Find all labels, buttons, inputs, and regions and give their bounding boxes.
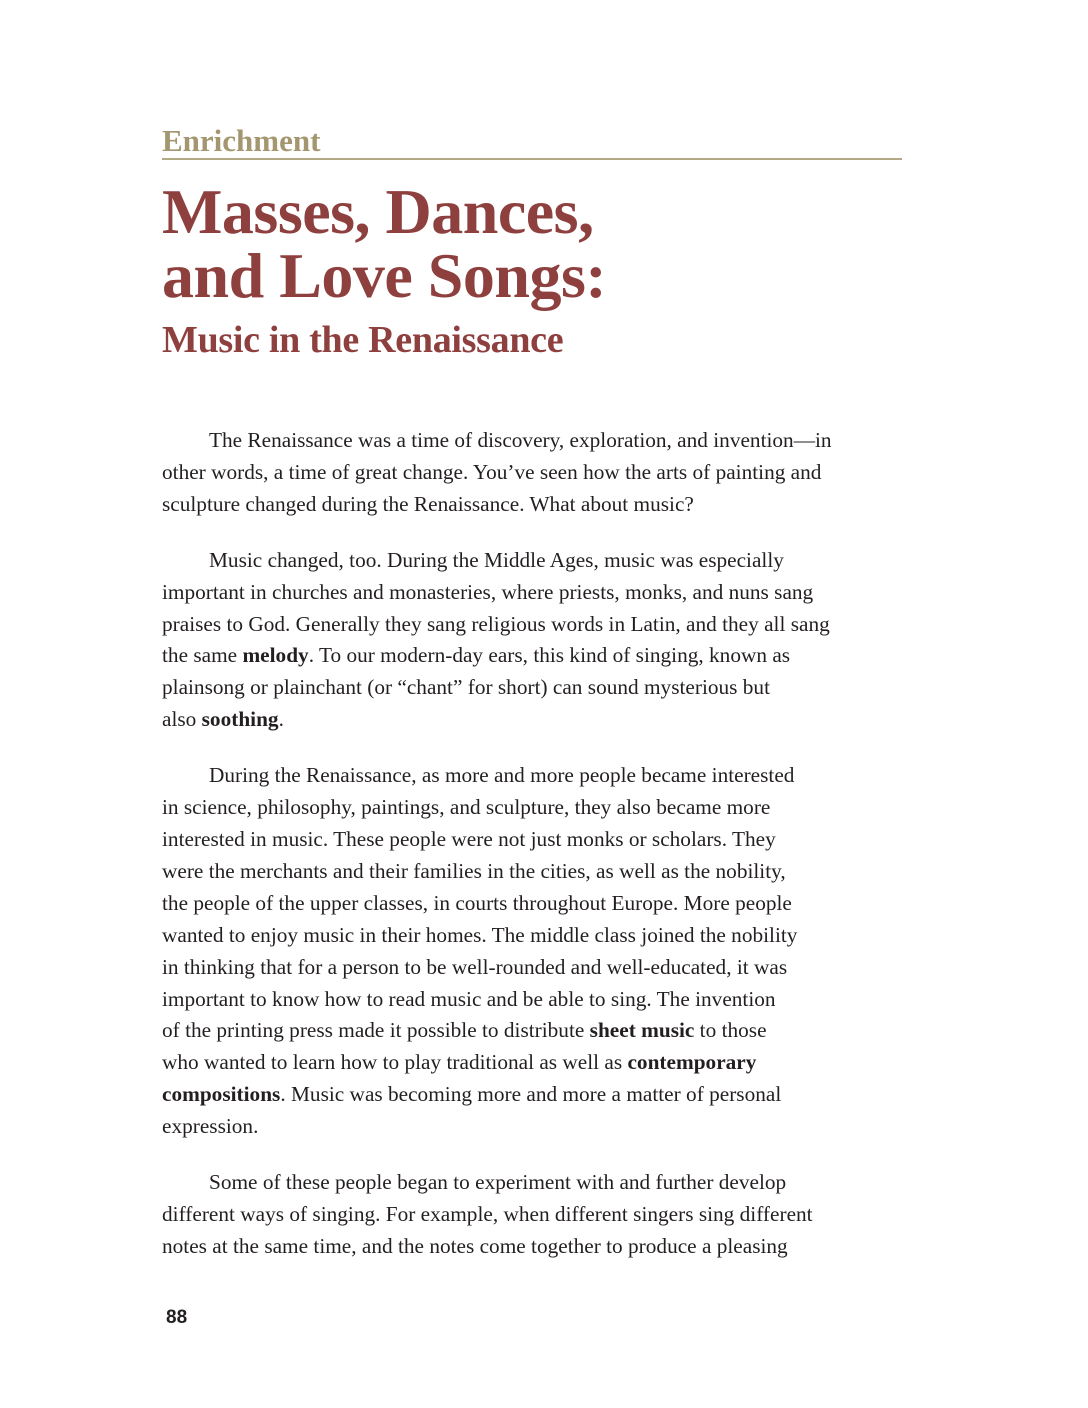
text-line (162, 888, 907, 920)
text-line (162, 824, 907, 856)
text-run: who wanted to learn how to play traditional as well as (162, 1050, 628, 1075)
text-line (162, 1047, 907, 1079)
text-run: Some of these people began to experiment with and further develop (209, 1170, 787, 1195)
paragraph (162, 425, 907, 521)
paragraph (162, 1167, 907, 1263)
text-run: During the Renaissance, as more and more people became interested (209, 763, 795, 788)
text-line (162, 984, 907, 1016)
title-line-2: and Love Songs: (162, 240, 607, 311)
text-run: the same (162, 643, 243, 668)
text-run: to those (694, 1018, 767, 1043)
text-run: expression. (162, 1114, 259, 1139)
text-run: The Renaissance was a time of discovery, exploration, and invention—in (209, 428, 832, 452)
text-line (162, 1015, 907, 1047)
text-run: different ways of singing. For example, when different singers sing different (162, 1201, 813, 1226)
text-run: in science, philosophy, paintings, and sculpture, they also became more (162, 795, 771, 820)
page-number: 88 (166, 1307, 188, 1328)
text-run: of the printing press made it possible to distribute (162, 1018, 590, 1043)
text-run: . (278, 707, 284, 732)
text-run: also (162, 707, 202, 732)
text-line (162, 672, 907, 704)
paragraph (162, 760, 907, 1143)
text-line (162, 856, 907, 888)
text-line (162, 760, 907, 792)
text-run: important to know how to read music and be able to sing. The invention (162, 986, 776, 1011)
text-run: other words, a time of great change. You’ve seen how the arts of painting and (162, 459, 822, 484)
vocabulary-term: sheet music (589, 1018, 695, 1043)
text-line (162, 489, 907, 521)
text-run: notes at the same time, and the notes come together to produce a pleasing (162, 1233, 788, 1258)
page-header (162, 122, 904, 362)
text-line (162, 1199, 907, 1231)
text-run: were the merchants and their families in the cities, as well as the nobility, (162, 858, 786, 883)
text-line (162, 545, 907, 577)
text-line (162, 457, 907, 489)
text-run: in thinking that for a person to be well-rounded and well-educated, it was (162, 954, 788, 979)
vocabulary-term: melody (242, 643, 309, 668)
page-title (162, 176, 904, 311)
text-line (162, 609, 907, 641)
text-run: sculpture changed during the Renaissance. What about music? (162, 491, 694, 516)
text-run: . Music was becoming more and more a matter of personal (280, 1082, 782, 1107)
text-line (162, 1231, 907, 1263)
vocabulary-term: soothing (201, 707, 279, 732)
text-run: wanted to enjoy music in their homes. The middle class joined the nobility (162, 922, 798, 947)
text-line (162, 1167, 907, 1199)
text-line (162, 577, 907, 609)
title-line-1: Masses, Dances, (162, 176, 594, 247)
text-line (162, 704, 907, 736)
text-line (162, 425, 907, 457)
text-line (162, 952, 907, 984)
text-run: . To our modern-day ears, this kind of singing, known as (308, 643, 791, 668)
text-run: the people of the upper classes, in courts throughout Europe. More people (162, 890, 792, 915)
text-run: interested in music. These people were not just monks or scholars. They (162, 826, 776, 851)
vocabulary-term: contemporary (627, 1050, 757, 1075)
paragraph (162, 545, 907, 736)
page-subtitle: Music in the Renaissance (162, 319, 564, 361)
text-line (162, 920, 907, 952)
text-line (162, 640, 907, 672)
text-line (162, 1079, 907, 1111)
text-run: praises to God. Generally they sang religious words in Latin, and they all sang (162, 611, 830, 636)
vocabulary-term: compositions (162, 1082, 281, 1107)
text-run: Music changed, too. During the Middle Ages, music was especially (209, 547, 784, 572)
text-run: important in churches and monasteries, where priests, monks, and nuns sang (162, 579, 814, 604)
text-run: plainsong or plainchant (or “chant” for short) can sound mysterious but (162, 675, 770, 700)
body-text (162, 425, 907, 1287)
text-line (162, 1111, 907, 1143)
section-label: Enrichment (162, 123, 321, 158)
text-line (162, 792, 907, 824)
